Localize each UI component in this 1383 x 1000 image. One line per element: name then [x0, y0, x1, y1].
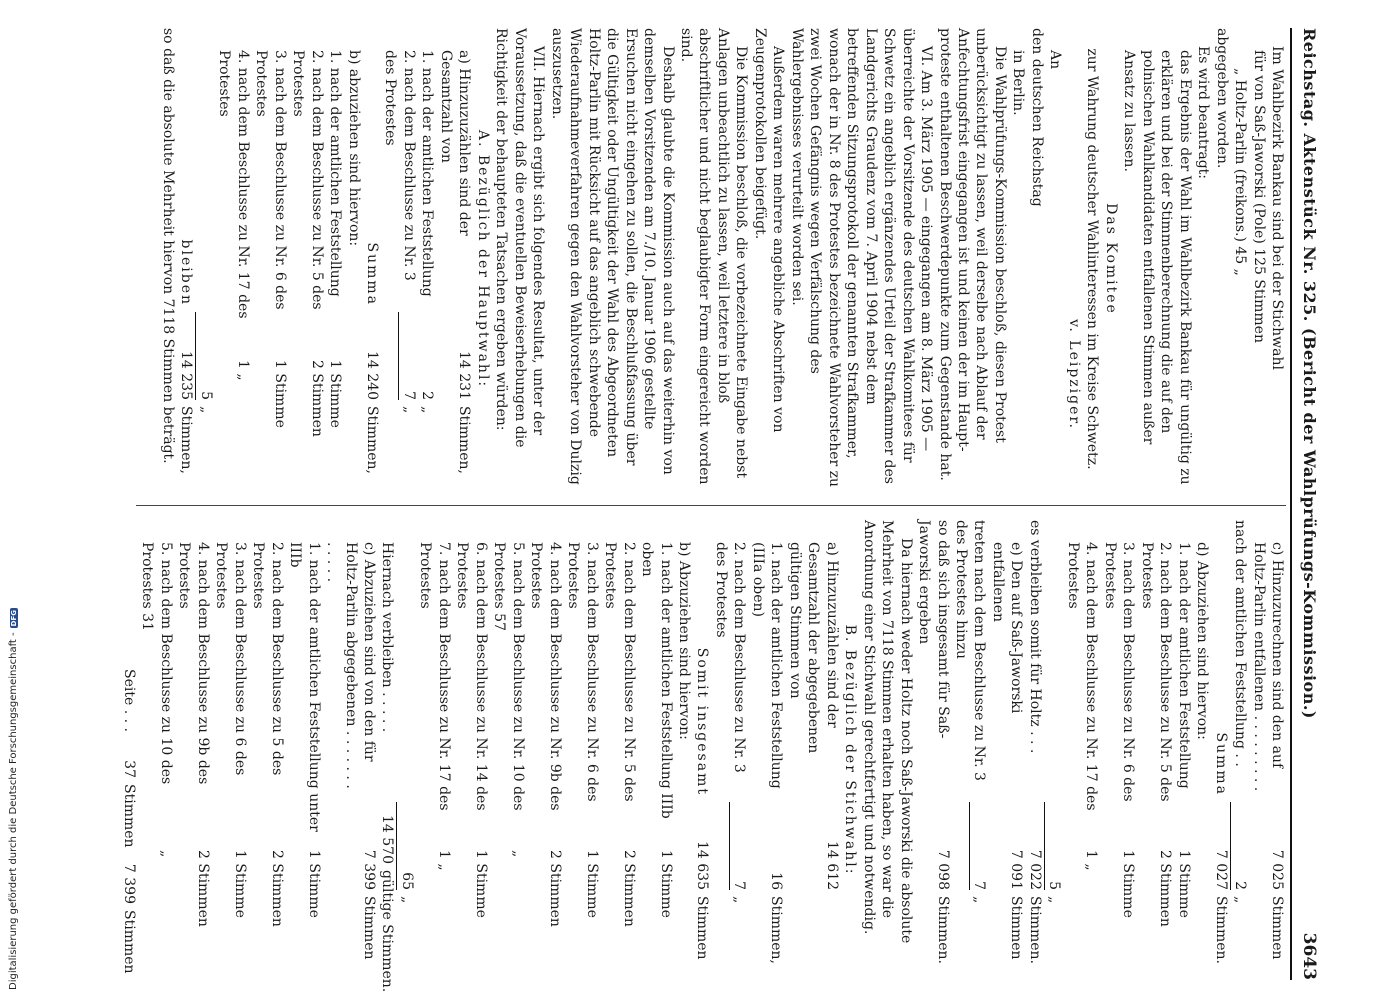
tally-row: 1. nach der amtlichen Feststellung (IIIa oben) 16 Stimmen,	[749, 542, 785, 964]
rotated-page	[57, 0, 1330, 1000]
deduction-row: 4. nach dem Beschlusse zu Nr. 9b des Protestes 2 Stimmen	[528, 542, 563, 927]
paragraph: VI. Am 3. März 1905 — eingegangen am 8. März 1905 — überreichte der Vorsitzende des deutschen Wahlkomitees für Schwetz ein angeblich ergänzendes Urteil der Strafkammer des Landgerichts Graudenz vom 7. April 1904 nebst dem betreffenden Sitzungsprotokoll der genannten Strafkammer, wonach der in Nr. 8 des Protestes bezeichnete Wahlvorsteher zu zwei Wochen Gefängnis wegen Verfälschung des Wahlergebnisses verurteilt worden sei.	[788, 28, 935, 488]
paragraph: Deshalb glaubte die Kommission auch auf das weiterhin von demselben Vorsitzenden am 7./10. Januar 1906 gestellte Ersuchen nicht eingehen zu sollen, die Beschlußfassung über die Gültigkeit oder Ungültigkeit der Wahl des Abgeordneten Holtz-Parlin mit Rücksicht auf das angeblich schwebende Wiederaufnahmeverfahren gegen den Wahlvorsteher von Dulzig auszusetzen.	[548, 28, 676, 485]
paragraph: Da hiernach weder Holtz noch Saß-Jaworski die absolute Mehrheit von 7118 Stimmen erhalten haben, so war die Anordnung einer Stichwahl gerechtfertigt und notwendig.	[860, 520, 914, 944]
deduction-row: 1. nach der amtlichen Feststellung unter IIIb 1 Stimme	[287, 542, 322, 918]
deduction-row: 5. nach dem Beschlusse zu Nr. 10 des Protestes 57 „	[491, 542, 526, 858]
intro-line: für von Saß-Jaworski (Pole) 125 Stimmen	[1250, 50, 1267, 343]
carry-row: Seite . . . 37 Stimmen 7 399 Stimmen	[120, 669, 137, 974]
header-title: Reichstag. Aktenstück Nr. 325. (Bericht der Wahlprüfungs-Kommission.)	[1299, 28, 1319, 719]
intro-line: abgegeben worden.	[1213, 28, 1230, 169]
deduction-row: 5. nach dem Beschlusse zu 10 des Protestes 31 „	[139, 542, 174, 858]
deduction-row: 3. nach dem Beschlusse zu Nr. 6 des Protestes 1 Stimme	[253, 50, 288, 428]
deduction-row: 2. nach dem Beschlusse zu 5 des Protestes 2 Stimmen	[250, 542, 285, 927]
tally-row: treten nach dem Beschlusse zu Nr. 3 des Protestes hinzu 7 „	[953, 520, 988, 904]
deduction-row: 4. nach dem Beschlusse zu 9b des Protestes 2 Stimmen	[176, 542, 211, 927]
paragraph: Die Kommission beschloß, die vorbezeichnete Eingabe nebst Anlagen unbeachtlich zu lassen, weil letztere in bloß abschriftlicher und nicht beglaubigter Form eingereicht worden sind.	[678, 28, 750, 485]
deduction-row: 3. nach dem Beschlusse zu 6 des Protestes 1 Stimme	[213, 542, 248, 918]
result-row: bleiben 14 235 Stimmen,	[178, 239, 195, 474]
tally-row: c) Abzuziehen sind von den für Holtz-Parlin abgegebenen . . . . . . . . . . . . 7 399 Stimmen	[324, 542, 378, 960]
result-row: Hiernach verbleiben . . . . . 14 570 gültige Stimmen.	[379, 542, 396, 993]
tally-row: 2. nach dem Beschlusse zu Nr. 3 des Protestes 7 „	[382, 50, 417, 414]
deduction-row: 1. nach der amtlichen Feststellung 1 Stimme	[327, 50, 344, 428]
column-divider	[136, 505, 1286, 506]
deduction-row: 1. nach der amtlichen Feststellung 1 Stimme	[1175, 542, 1192, 918]
deduction-row: 7. nach dem Beschlusse zu Nr. 17 des Protestes 1 „	[417, 542, 452, 871]
tally-row: e) Den auf Saß-Jaworski entfallenen 7 091 Stimmen	[989, 542, 1025, 960]
deduction-row: 6. nach dem Beschlusse zu Nr. 14 des Protestes 1 Stimme	[454, 542, 489, 918]
deduction-row: 2. nach dem Beschlusse zu Nr. 5 des Protestes 2 Stimmen	[290, 50, 325, 437]
right-column	[119, 520, 1286, 993]
subsection-heading: b) abzuziehen sind hiervon:	[345, 50, 362, 247]
tally-row: 65 „	[397, 520, 416, 980]
tally-row: a) Hinzuzuzählen sind der Gesamtzahl von 14 231 Stimmen,	[437, 50, 473, 474]
sum-row: Somit insgesamt 14 635 Stimmen	[694, 647, 711, 960]
section-heading: A. Bezüglich der Hauptwahl:	[474, 129, 491, 389]
sum-row: Summa 14 240 Stimmen,	[364, 242, 381, 474]
deduction-row: 4. nach dem Beschlusse zu Nr. 17 des Protestes 1 „	[1064, 542, 1100, 871]
deduction-row: 2. nach dem Beschlusse zu Nr. 5 des Protestes 2 Stimmen	[1138, 542, 1174, 927]
funding-note: Digitalisierung gefördert durch die Deutsche Forschungsgemeinschaft -	[8, 632, 19, 990]
intro-line: Im Wahlbezirk Bankau sind bei der Stichwahl	[1269, 46, 1285, 370]
addressee: in Berlin.	[1010, 50, 1027, 116]
intro-line: „ Holtz-Parlin (freikons.) 45 „	[1232, 68, 1249, 276]
addressee: An	[1047, 50, 1064, 70]
section-heading: B. Bezüglich der Stichwahl:	[842, 624, 859, 876]
addressee: den deutschen Reichstag	[1028, 28, 1045, 207]
deduction-row: 2. nach dem Beschlusse zu Nr. 5 des Protestes 2 Stimmen	[602, 542, 637, 927]
tally-row: a) Hinzuzuzählen sind der Gesamtzahl der abgegebenen gültigen Stimmen von 14 612	[786, 542, 840, 890]
running-header	[1290, 28, 1326, 980]
signature: v. Leipziger.	[1065, 319, 1082, 430]
left-column	[158, 28, 1286, 490]
deduction-row: 3. nach dem Beschlusse zu Nr. 6 des Protestes 1 Stimme	[1101, 542, 1137, 918]
paragraph: Die Wahlprüfungs-Kommission beschloß, diesen Protest unberücksichtigt zu lassen, weil derselbe nach Ablauf der Anfechtungsfrist eingegangen ist und keinen der im Hauptproteste enthaltenen Beschwerdepunkte zum Gegenstande hat.	[936, 28, 1008, 481]
tally-row: 5 „	[1044, 520, 1063, 980]
tally-row: 1. nach der amtlichen Feststellung 2 „	[419, 50, 436, 414]
result-row: es verbleiben somit für Holtz . . . 7 022 Stimmen.	[1026, 520, 1043, 964]
tally-row: 2. nach dem Beschlusse zu Nr. 3 des Protestes 7 „	[712, 542, 748, 904]
subsection-heading: b) Abzuziehen sind hiervon:	[676, 542, 692, 740]
page-number: 3643	[1299, 932, 1320, 980]
closing-line: so daß die absolute Mehrheit hiervon 7118 Stimmen beträgt.	[159, 28, 176, 464]
side-footer	[0, 0, 19, 1000]
subsection-heading: d) Abzuziehen sind hiervon:	[1194, 542, 1211, 740]
sum-row: Summa 7 027 Stimmen.	[1212, 732, 1229, 964]
deduction-row: 1. nach der amtlichen Feststellung IIIb oben 1 Stimme	[639, 542, 674, 918]
result-row: so daß sich insgesamt für Saß-Jaworski ergeben 7 098 Stimmen.	[916, 520, 951, 964]
komitee-title: Das Komitee	[1102, 203, 1119, 315]
antrag-heading: Es wird beantragt:	[1195, 46, 1212, 179]
deduction-row: 4. nach dem Beschlusse zu Nr. 17 des Protestes 1 „	[216, 50, 251, 381]
deduction-row: 3. nach dem Beschlusse zu Nr. 6 des Protestes 1 Stimme	[565, 542, 600, 918]
paragraph: Außerdem waren mehrere angebliche Abschriften von Zeugenprotokollen beigefügt.	[751, 28, 787, 433]
tally-row: c) Hinzuzurechnen sind den auf Holtz-Parlin entfallenen . . . . . . . . . 7 025 Stimmen	[1250, 542, 1285, 960]
tally-row: nach der amtlichen Feststellung . . 2 „	[1230, 520, 1249, 980]
antrag-text: das Ergebnis der Wahl im Wahlbezirk Bankau für ungültig zu erklären und bei der Stimmenberechnung die auf den polnischen Wahlkandidaten entfallenen Stimmen außer Ansatz zu lassen.	[1121, 50, 1193, 485]
komitee-subtitle: zur Wahrung deutscher Wahlinteressen im Kreise Schwetz.	[1084, 48, 1101, 470]
paragraph: VII. Hiernach ergibt sich folgendes Resultat, unter der Voraussetzung, daß die eventuellen Beweiserhebungen die Richtigkeit der behaupteten Tatsachen ergeben würden:	[493, 28, 547, 448]
tally-row: 5 „	[195, 28, 214, 490]
dfg-logo: DFG	[9, 610, 18, 627]
